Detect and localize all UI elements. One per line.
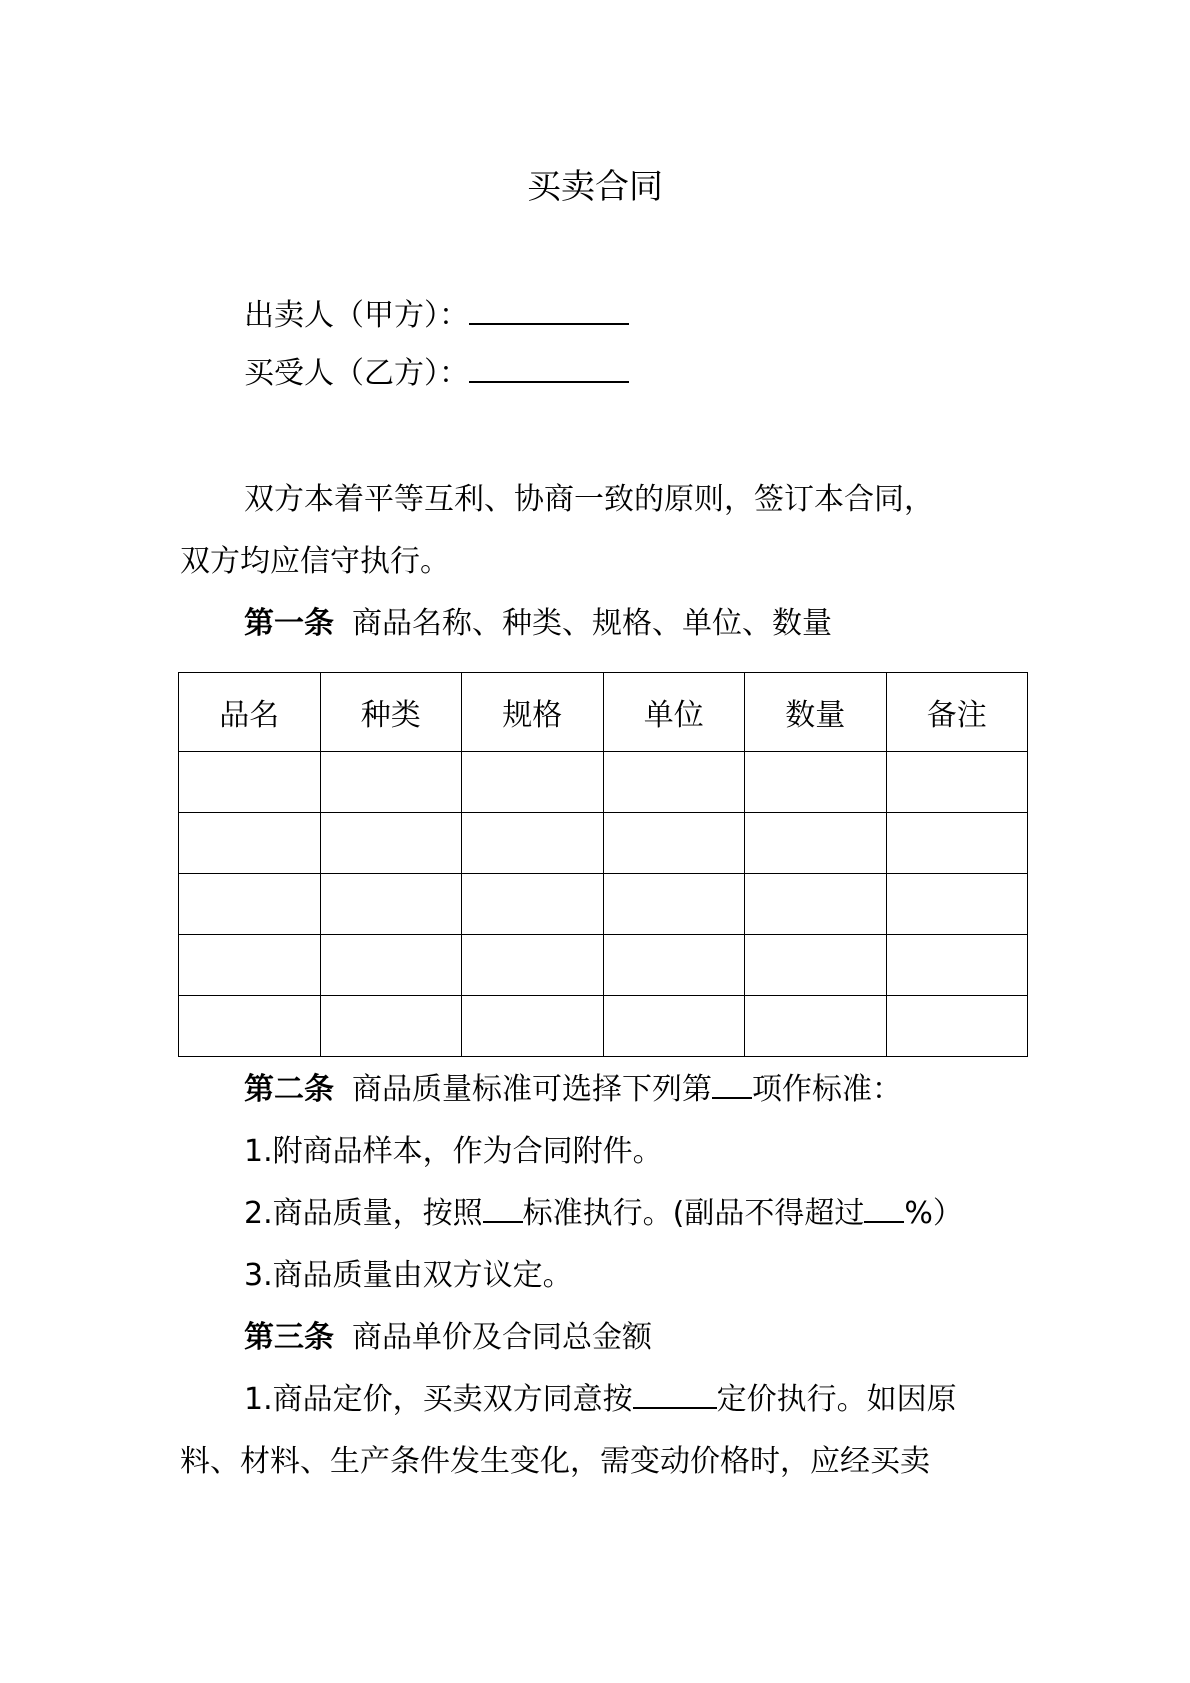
article3-line <box>244 1318 652 1358</box>
col-header-quantity: 数量 <box>745 673 887 752</box>
col-header-type: 种类 <box>320 673 462 752</box>
goods-table <box>178 672 1028 1057</box>
percent-blank[interactable] <box>864 1197 904 1223</box>
preamble-line-2: 双方均应信守执行。 <box>180 544 450 579</box>
table-cell[interactable] <box>603 874 745 935</box>
article2-line <box>244 1070 902 1110</box>
seller-blank[interactable] <box>469 299 629 325</box>
table-cell[interactable] <box>462 752 604 813</box>
article2-text-before: 商品质量标准可选择下列第 <box>352 1072 712 1107</box>
page-title: 买卖合同 <box>527 167 663 207</box>
table-cell[interactable] <box>462 996 604 1057</box>
table-cell[interactable] <box>603 752 745 813</box>
table-header-row <box>179 673 1028 752</box>
article3-item1-after: 定价执行。如因原 <box>716 1382 957 1417</box>
table-cell[interactable] <box>179 996 321 1057</box>
article2-option-blank[interactable] <box>712 1073 752 1099</box>
article2-item2-middle: 标准执行。(副品不得超过 <box>522 1196 865 1231</box>
preamble-line-1: 双方本着平等互利、协商一致的原则，签订本合同， <box>244 482 934 517</box>
article2-item-3: 3.商品质量由双方议定。 <box>244 1258 573 1293</box>
table-cell[interactable] <box>603 935 745 996</box>
table-cell[interactable] <box>179 813 321 874</box>
table-cell[interactable] <box>886 935 1028 996</box>
col-header-name: 品名 <box>179 673 321 752</box>
seller-line <box>244 296 629 336</box>
seller-label: 出卖人（甲方）： <box>244 298 469 333</box>
table-cell[interactable] <box>462 935 604 996</box>
article2-item-2 <box>244 1194 963 1234</box>
col-header-remarks: 备注 <box>886 673 1028 752</box>
table-cell[interactable] <box>745 996 887 1057</box>
article3-item1-before: 1.商品定价，买卖双方同意按 <box>244 1382 633 1417</box>
col-header-spec: 规格 <box>462 673 604 752</box>
article1-text: 商品名称、种类、规格、单位、数量 <box>352 606 832 641</box>
article2-item2-before: 2.商品质量，按照 <box>244 1196 483 1231</box>
buyer-blank[interactable] <box>469 357 629 383</box>
table-row <box>179 813 1028 874</box>
table-cell[interactable] <box>320 874 462 935</box>
table-cell[interactable] <box>886 874 1028 935</box>
table-cell[interactable] <box>179 752 321 813</box>
table-row <box>179 752 1028 813</box>
buyer-line <box>244 354 629 394</box>
table-cell[interactable] <box>462 874 604 935</box>
table-row <box>179 935 1028 996</box>
table-cell[interactable] <box>320 996 462 1057</box>
table-cell[interactable] <box>886 813 1028 874</box>
standard-blank[interactable] <box>483 1197 523 1223</box>
article3-text: 商品单价及合同总金额 <box>352 1320 652 1355</box>
col-header-unit: 单位 <box>603 673 745 752</box>
table-cell[interactable] <box>886 996 1028 1057</box>
table-cell[interactable] <box>745 813 887 874</box>
article1-heading: 第一条 <box>244 606 334 641</box>
article2-item2-after: %） <box>904 1196 963 1231</box>
article3-item-1 <box>244 1380 957 1420</box>
buyer-label: 买受人（乙方）： <box>244 356 469 391</box>
price-basis-blank[interactable] <box>633 1383 717 1409</box>
table-row <box>179 874 1028 935</box>
article1-line <box>244 604 832 644</box>
table-cell[interactable] <box>320 752 462 813</box>
table-cell[interactable] <box>320 935 462 996</box>
table-cell[interactable] <box>462 813 604 874</box>
article2-heading: 第二条 <box>244 1072 334 1107</box>
table-cell[interactable] <box>320 813 462 874</box>
article3-item-1-continued: 料、材料、生产条件发生变化，需变动价格时，应经买卖 <box>180 1444 930 1479</box>
table-cell[interactable] <box>886 752 1028 813</box>
article2-item-1: 1.附商品样本，作为合同附件。 <box>244 1134 663 1169</box>
article3-heading: 第三条 <box>244 1320 334 1355</box>
table-row <box>179 996 1028 1057</box>
table-cell[interactable] <box>745 752 887 813</box>
table-cell[interactable] <box>179 874 321 935</box>
table-cell[interactable] <box>745 874 887 935</box>
table-cell[interactable] <box>603 996 745 1057</box>
article2-text-after: 项作标准： <box>752 1072 902 1107</box>
table-cell[interactable] <box>179 935 321 996</box>
table-cell[interactable] <box>603 813 745 874</box>
table-cell[interactable] <box>745 935 887 996</box>
